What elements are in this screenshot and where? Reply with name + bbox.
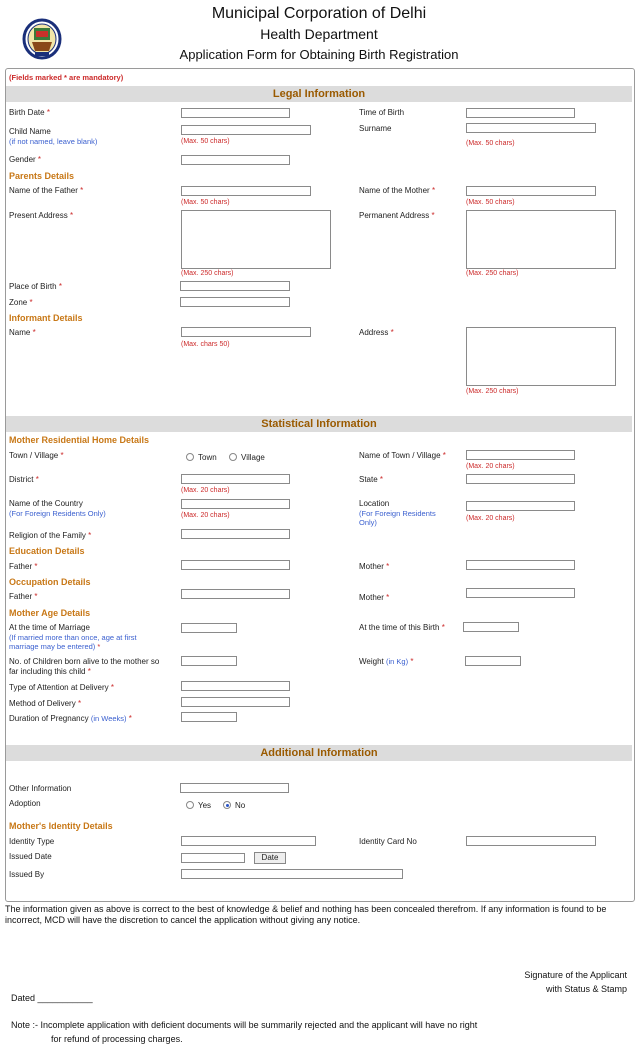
informant-address-textarea[interactable]	[466, 327, 616, 386]
gender-label: Gender *	[9, 155, 42, 164]
time-of-birth-label: Time of Birth	[359, 108, 405, 117]
signature-line-2: with Status & Stamp	[545, 984, 627, 994]
location-hint: (Max. 20 chars)	[466, 515, 515, 522]
state-input[interactable]	[466, 474, 575, 484]
informant-name-input[interactable]	[181, 327, 311, 337]
informant-address-label: Address *	[359, 328, 394, 337]
informant-name-label: Name *	[9, 328, 36, 337]
village-radio[interactable]	[229, 453, 237, 461]
permanent-address-label: Permanent Address *	[359, 211, 435, 220]
zone-input[interactable]	[180, 297, 290, 307]
occupation-details-heading: Occupation Details	[9, 577, 91, 587]
location-sub-2: Only)	[359, 518, 377, 527]
signature-line-1: Signature of the Applicant	[524, 970, 627, 980]
location-input[interactable]	[466, 501, 575, 511]
surname-input[interactable]	[466, 123, 596, 133]
children-label-1: No. of Children born alive to the mother so	[9, 657, 160, 666]
age-birth-label: At the time of this Birth *	[359, 623, 445, 632]
issued-date-input[interactable]	[181, 853, 245, 863]
district-input[interactable]	[181, 474, 290, 484]
present-address-textarea[interactable]	[181, 210, 331, 269]
father-name-label: Name of the Father *	[9, 186, 84, 195]
method-input[interactable]	[181, 697, 290, 707]
country-label: Name of the Country	[9, 499, 83, 508]
father-name-hint: (Max. 50 chars)	[181, 199, 230, 206]
mother-name-input[interactable]	[466, 186, 596, 196]
age-marriage-label: At the time of Marriage	[9, 623, 90, 632]
district-label: District *	[9, 475, 39, 484]
gender-input[interactable]	[181, 155, 290, 165]
place-of-birth-label: Place of Birth *	[9, 282, 62, 291]
age-marriage-sub-1: (If married more than once, age at first	[9, 633, 137, 642]
name-town-hint: (Max. 20 chars)	[466, 463, 515, 470]
district-hint: (Max. 20 chars)	[181, 487, 230, 494]
mother-age-heading: Mother Age Details	[9, 608, 91, 618]
dated-line: Dated ___________	[11, 993, 93, 1003]
issued-by-label: Issued By	[9, 870, 45, 879]
identity-type-input[interactable]	[181, 836, 316, 846]
adoption-no-radio[interactable]	[223, 801, 231, 809]
informant-name-hint: (Max. chars 50)	[181, 341, 230, 348]
identity-card-input[interactable]	[466, 836, 596, 846]
mother-home-heading: Mother Residential Home Details	[9, 435, 150, 445]
header-line2: Health Department	[260, 26, 378, 42]
age-marriage-input[interactable]	[181, 623, 237, 633]
statistical-section-bar: Statistical Information	[6, 416, 632, 432]
adoption-yes-radio[interactable]	[186, 801, 194, 809]
name-town-label: Name of Town / Village *	[359, 451, 446, 460]
location-sub-1: (For Foreign Residents	[359, 509, 436, 518]
note-line-1: Note :- Incomplete application with deficient documents will be summarily rejected and the applicant will have no right	[11, 1020, 478, 1030]
present-address-label: Present Address *	[9, 211, 74, 220]
attention-label: Type of Attention at Delivery *	[9, 683, 114, 692]
informant-address-hint: (Max. 250 chars)	[466, 388, 519, 395]
town-village-label: Town / Village *	[9, 451, 64, 460]
occ-mother-label: Mother *	[359, 593, 390, 602]
date-picker-button[interactable]: Date	[254, 852, 286, 864]
adoption-yes-label: Yes	[198, 801, 212, 810]
other-info-input[interactable]	[180, 783, 289, 793]
identity-type-label: Identity Type	[9, 837, 55, 846]
village-radio-label: Village	[241, 453, 265, 462]
additional-section-bar: Additional Information	[6, 745, 632, 761]
adoption-label: Adoption	[9, 799, 41, 808]
time-of-birth-input[interactable]	[466, 108, 575, 118]
identity-card-label: Identity Card No	[359, 837, 417, 846]
issued-by-input[interactable]	[181, 869, 403, 879]
state-label: State *	[359, 475, 384, 484]
other-info-label: Other Information	[9, 784, 72, 793]
edu-father-input[interactable]	[181, 560, 290, 570]
declaration-text: The information given as above is correct to the best of knowledge & belief and nothing has been concealed therefrom. If any information is found to be incorrect, MCD will have the discretion to cancel the application without giving any notice.	[5, 904, 607, 925]
child-name-label: Child Name	[9, 127, 51, 136]
adoption-no-label: No	[235, 801, 246, 810]
weight-input[interactable]	[465, 656, 521, 666]
child-name-hint: (Max. 50 chars)	[181, 138, 230, 145]
mother-identity-heading: Mother's Identity Details	[9, 821, 113, 831]
location-label: Location	[359, 499, 390, 508]
age-marriage-sub-2: marriage may be entered) *	[9, 642, 101, 651]
occ-father-input[interactable]	[181, 589, 290, 599]
pregnancy-input[interactable]	[181, 712, 237, 722]
place-of-birth-input[interactable]	[180, 281, 290, 291]
name-town-input[interactable]	[466, 450, 575, 460]
edu-mother-label: Mother *	[359, 562, 390, 571]
weight-label: Weight (in Kg) *	[359, 657, 414, 666]
header-line3: Application Form for Obtaining Birth Registration	[179, 47, 459, 62]
method-label: Method of Delivery *	[9, 699, 82, 708]
header-line1: Municipal Corporation of Delhi	[211, 5, 427, 22]
pregnancy-label: Duration of Pregnancy (in Weeks) *	[9, 714, 132, 723]
mother-name-hint: (Max. 50 chars)	[466, 199, 515, 206]
education-details-heading: Education Details	[9, 546, 85, 556]
surname-label: Surname	[359, 124, 392, 133]
child-name-input[interactable]	[181, 125, 311, 135]
country-sub: (For Foreign Residents Only)	[9, 509, 106, 518]
edu-father-label: Father *	[9, 562, 38, 571]
religion-input[interactable]	[181, 529, 290, 539]
country-input[interactable]	[181, 499, 290, 509]
permanent-address-textarea[interactable]	[466, 210, 616, 269]
issued-date-label: Issued Date	[9, 852, 52, 861]
mandatory-note: (Fields marked * are mandatory)	[9, 73, 124, 82]
age-birth-input[interactable]	[463, 622, 519, 632]
legal-section-bar: Legal Information	[6, 86, 632, 102]
children-label-2: far including this child *	[9, 667, 91, 676]
parents-details-heading: Parents Details	[9, 171, 75, 181]
note-line-2: for refund of processing charges.	[51, 1034, 183, 1044]
mother-name-label: Name of the Mother *	[359, 186, 436, 195]
informant-details-heading: Informant Details	[9, 313, 83, 323]
occ-father-label: Father *	[9, 592, 38, 601]
surname-hint: (Max. 50 chars)	[466, 140, 515, 147]
town-radio[interactable]	[186, 453, 194, 461]
birth-date-label: Birth Date *	[9, 108, 50, 117]
religion-label: Religion of the Family *	[9, 531, 92, 540]
birth-date-input[interactable]	[181, 108, 290, 118]
town-radio-label: Town	[198, 453, 217, 462]
present-address-hint: (Max. 250 chars)	[181, 270, 234, 277]
attention-input[interactable]	[181, 681, 290, 691]
father-name-input[interactable]	[181, 186, 311, 196]
children-input[interactable]	[181, 656, 237, 666]
occ-mother-input[interactable]	[466, 588, 575, 598]
zone-label: Zone *	[9, 298, 33, 307]
country-hint: (Max. 20 chars)	[181, 512, 230, 519]
edu-mother-input[interactable]	[466, 560, 575, 570]
child-name-sub: (if not named, leave blank)	[9, 137, 98, 146]
permanent-address-hint: (Max. 250 chars)	[466, 270, 519, 277]
